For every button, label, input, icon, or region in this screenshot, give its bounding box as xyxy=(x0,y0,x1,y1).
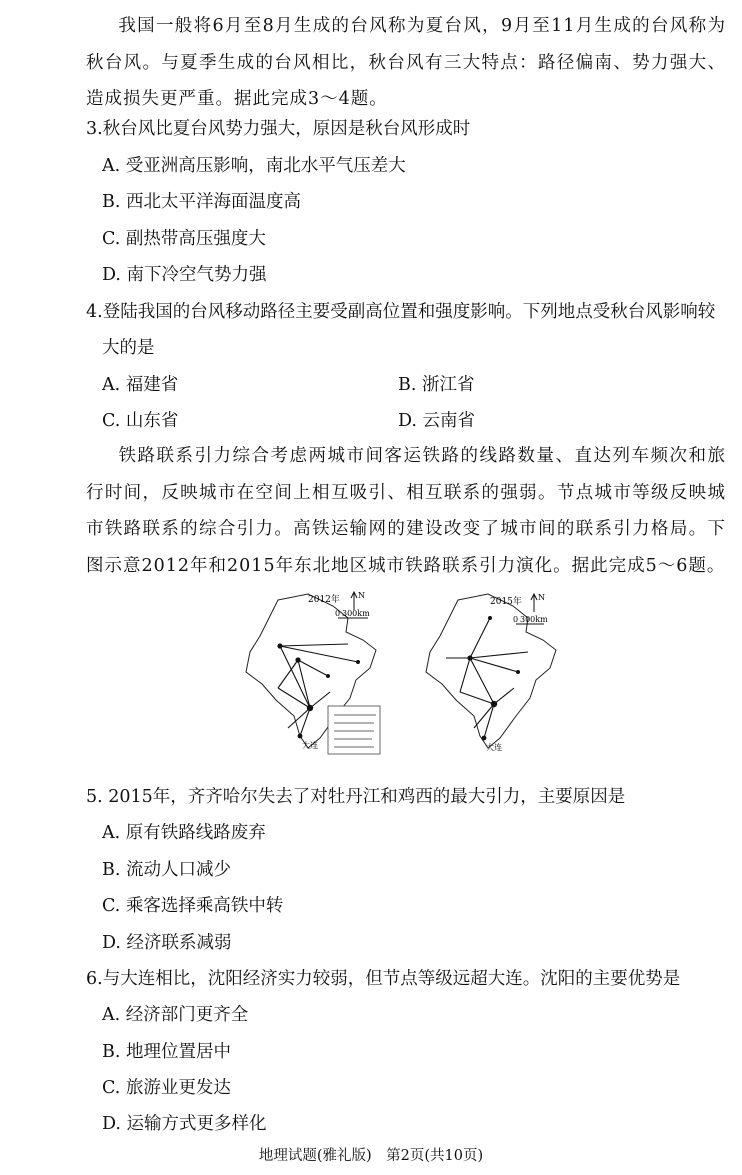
city-label-dalian-2015: 大连 xyxy=(486,743,502,752)
city-node xyxy=(326,674,330,678)
city-node xyxy=(482,736,487,741)
question-5-option-b: B. 流动人口减少 xyxy=(102,860,231,880)
page-footer: 地理试题(雅礼版) 第2页(共10页) xyxy=(258,1148,484,1164)
city-node xyxy=(516,670,520,674)
scale-label-2012: 300km xyxy=(342,609,370,618)
question-6-option-c: C. 旅游业更发达 xyxy=(102,1078,231,1098)
north-arrow-icon xyxy=(351,592,357,610)
scale-label-2015: 300km xyxy=(520,615,548,624)
railway-attraction-figure xyxy=(238,588,568,760)
year-label-2015: 2015年 xyxy=(490,597,522,607)
year-label-2012: 2012年 xyxy=(308,595,340,605)
question-3-option-a: A. 受亚洲高压影响，南北水平气压差大 xyxy=(102,156,406,176)
question-6-option-a: A. 经济部门更齐全 xyxy=(102,1005,249,1025)
north-arrow-icon xyxy=(531,594,537,612)
city-node xyxy=(277,643,282,648)
city-node xyxy=(295,657,300,662)
question-3-stem: 3.秋台风比夏台风势力强大，原因是秋台风形成时 xyxy=(86,119,471,139)
scale-zero-2012: 0 xyxy=(335,609,341,618)
north-label-2012: N xyxy=(358,591,365,600)
question-3-option-c: C. 副热带高压强度大 xyxy=(102,229,266,249)
question-5-option-d: D. 经济联系减弱 xyxy=(102,933,232,953)
question-5-option-a: A. 原有铁路线路废弃 xyxy=(102,823,266,843)
question-4-option-b: B. 浙江省 xyxy=(398,375,475,395)
question-4-option-a: A. 福建省 xyxy=(102,375,179,395)
city-node xyxy=(491,701,497,707)
question-6-stem: 6.与大连相比，沈阳经济实力较弱，但节点等级远超大连。沈阳的主要优势是 xyxy=(86,969,681,989)
intro-paragraph-railway: 铁路联系引力综合考虑两城市间客运铁路的线路数量、直达列车频次和旅行时间，反映城市在空间上相互吸引、相互联系的强弱。节点城市等级反映城市铁路联系的综合引力。高铁运输网的建设改变了城市间的联系引力格局。下图示意2012年和2015年东北地区城市铁路联系引力演化。据此完成5～6题。 xyxy=(86,446,726,576)
city-node xyxy=(467,655,472,660)
city-node xyxy=(356,660,360,664)
question-4-stem-line1: 4.登陆我国的台风移动路径主要受副高位置和强度影响。下列地点受秋台风影响较 xyxy=(86,302,716,322)
question-4-option-d: D. 云南省 xyxy=(398,411,476,431)
railway-maps-svg xyxy=(238,588,568,760)
city-label-dalian-2012: 大连 xyxy=(302,741,318,750)
question-3-option-b: B. 西北太平洋海面温度高 xyxy=(102,192,301,212)
question-6-option-d: D. 运输方式更多样化 xyxy=(102,1114,267,1134)
question-4-option-c: C. 山东省 xyxy=(102,411,179,431)
question-5-option-c: C. 乘客选择乘高铁中转 xyxy=(102,896,284,916)
question-5-stem: 5. 2015年，齐齐哈尔失去了对牡丹江和鸡西的最大引力，主要原因是 xyxy=(86,787,626,807)
question-6-option-b: B. 地理位置居中 xyxy=(102,1042,231,1062)
city-node xyxy=(298,734,303,739)
city-node xyxy=(488,616,492,620)
city-node xyxy=(307,705,313,711)
intro-paragraph-typhoon: 我国一般将6月至8月生成的台风称为夏台风，9月至11月生成的台风称为秋台风。与夏季生成的台风相比，秋台风有三大特点：路径偏南、势力强大、造成损失更严重。据此完成3～4题。 xyxy=(86,16,726,109)
question-3-option-d: D. 南下冷空气势力强 xyxy=(102,265,267,285)
north-label-2015: N xyxy=(538,593,545,602)
scale-zero-2015: 0 xyxy=(513,615,519,624)
question-4-stem-line2: 大的是 xyxy=(102,338,155,358)
